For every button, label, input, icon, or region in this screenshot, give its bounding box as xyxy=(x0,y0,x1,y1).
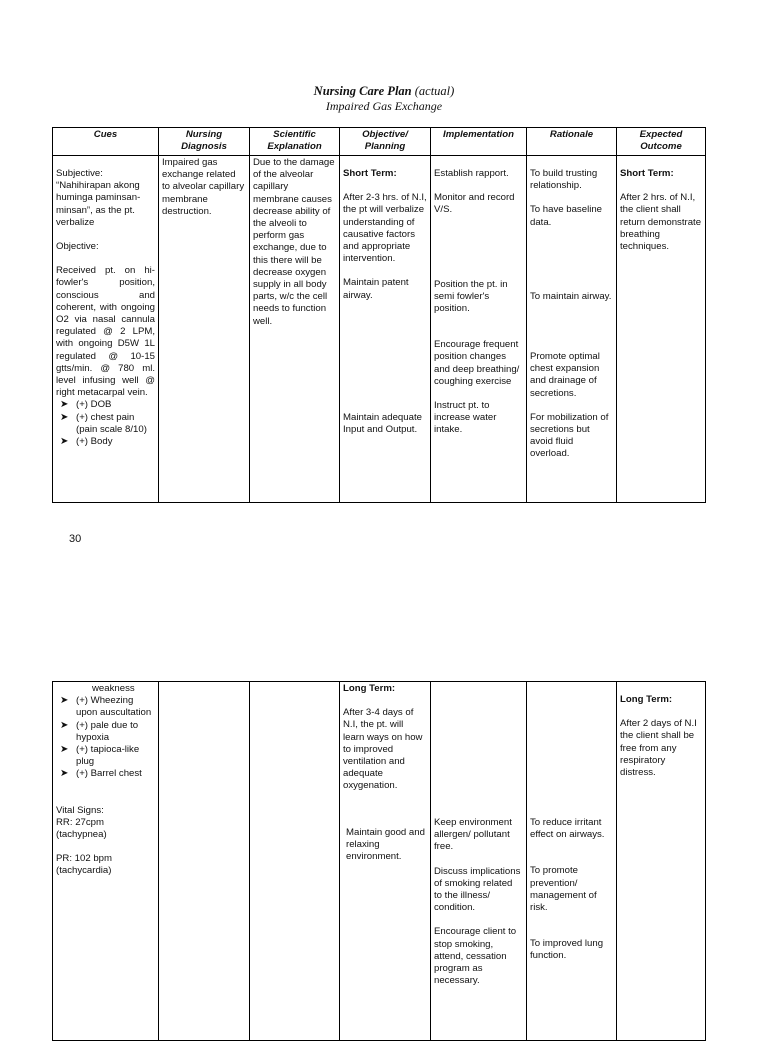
implementation-cell xyxy=(431,156,527,503)
long-term-label: Long Term: xyxy=(343,683,396,694)
list-item: ➤ (+) tapioca-like plug xyxy=(60,744,140,768)
outcome-long-term-text: After 2 days of N.I the client shall be free from any respiratory distress. xyxy=(620,718,697,779)
rationale-cell xyxy=(527,156,617,503)
rationale-item: To improved lung function. xyxy=(530,938,604,962)
header-row xyxy=(53,128,706,156)
document-title-block xyxy=(0,84,768,113)
subjective-label: Subjective: xyxy=(56,168,103,179)
list-item: ➤ (+) Barrel chest xyxy=(60,768,142,780)
explanation-cell xyxy=(250,156,340,503)
objective-item: Maintain good and relaxing environment. xyxy=(346,826,425,863)
subjective-text: “Nahihirapan akong huminga paminsan-minsan”, as the pt. verbalize xyxy=(56,180,141,228)
implementation-item: Monitor and record V/S. xyxy=(434,192,515,216)
short-term-label: Short Term: xyxy=(343,168,397,179)
outcome-short-term-text: After 2 hrs. of N.I, the client shall return demonstrate breathing techniques. xyxy=(620,192,702,253)
care-plan-table-page1 xyxy=(52,127,706,503)
table-row xyxy=(53,682,706,1041)
rationale-item: To promote prevention/ management of risk. xyxy=(530,865,597,914)
long-term-objective: After 3-4 days of N.I, the pt. will learn ways on how to improved ventilation and adequate oxygenation. xyxy=(343,707,423,792)
implementation-item: Instruct pt. to increase water intake. xyxy=(434,400,497,436)
list-item: ➤ (+) Body xyxy=(60,436,113,448)
col-header-explanation: Scientific Explanation xyxy=(250,128,340,156)
objective-cell xyxy=(340,156,431,503)
objective-item: Maintain adequate Input and Output. xyxy=(343,411,422,436)
title-suffix: (actual) xyxy=(414,84,455,98)
cues-continuation: weakness xyxy=(92,683,135,694)
title-main: Nursing Care Plan xyxy=(313,84,412,98)
list-item: ➤ (+) Wheezing upon auscultation xyxy=(60,695,152,719)
diagnosis-text: Impaired gas exchange related to alveolar capillary membrane destruction. xyxy=(162,157,245,217)
diagnosis-cell xyxy=(159,156,250,503)
cues-cell xyxy=(53,156,159,503)
col-header-implementation: Implementation xyxy=(431,128,527,156)
implementation-item: Encourage client to stop smoking, attend, cessation program as necessary. xyxy=(434,926,517,987)
outcome-cell xyxy=(617,156,706,503)
rationale-item: To have baseline data. xyxy=(530,204,603,228)
diagnosis-cell xyxy=(159,682,250,1041)
objective-text: Received pt. on hi-fowler's position, conscious and coherent, with ongoing O2 via nasal cannula regulated @ 2 LPM, with ongoing D5W 1L regulated @ 10-15 gtts/min. @ 780 ml. level infusing well @ right metacarpal vein. xyxy=(56,265,155,399)
table-row xyxy=(53,156,706,503)
col-header-outcome: Expected Outcome xyxy=(617,128,706,156)
implementation-item: Establish rapport. xyxy=(434,168,509,179)
list-item: ➤ (+) chest pain (pain scale 8/10) xyxy=(60,411,147,435)
rationale-cell xyxy=(527,682,617,1041)
implementation-item: Position the pt. in semi fowler's position. xyxy=(434,278,508,315)
rationale-item: To reduce irritant effect on airways. xyxy=(530,817,605,841)
outcome-cell xyxy=(617,682,706,1041)
implementation-item: Encourage frequent position changes and deep breathing/ coughing exercise xyxy=(434,339,520,387)
explanation-text: Due to the damage of the alveolar capillary membrane causes decrease ability of the alveoli to perform gas exchange, due to this there will be decrease oxygen supply in all body parts, w/c the cell needs to function well. xyxy=(253,157,335,327)
explanation-cell xyxy=(250,682,340,1041)
short-term-objective: After 2-3 hrs. of N.I, the pt will verbalize understanding of causative factors and appropriate intervention. xyxy=(343,192,427,265)
arrow-bullet-icon: ➤ xyxy=(60,695,69,707)
arrow-bullet-icon: ➤ xyxy=(60,436,69,448)
col-header-cues: Cues xyxy=(53,128,159,156)
cues-bullet-list xyxy=(56,695,155,780)
page-title xyxy=(0,84,768,99)
list-item: ➤ (+) pale due to hypoxia xyxy=(60,719,139,743)
rationale-item: For mobilization of secretions but avoid fluid overload. xyxy=(530,411,609,460)
vital-rr: RR: 27cpm (tachypnea) xyxy=(56,816,107,841)
arrow-bullet-icon: ➤ xyxy=(60,719,69,731)
outcome-long-term-label: Long Term: xyxy=(620,694,673,705)
page-number: 30 xyxy=(69,533,82,545)
objective-cell xyxy=(340,682,431,1041)
arrow-bullet-icon: ➤ xyxy=(60,768,69,780)
outcome-short-term-label: Short Term: xyxy=(620,168,674,179)
page-subtitle: Impaired Gas Exchange xyxy=(325,99,443,113)
rationale-item: To build trusting relationship. xyxy=(530,168,598,192)
col-header-rationale: Rationale xyxy=(527,128,617,156)
arrow-bullet-icon: ➤ xyxy=(60,744,69,756)
arrow-bullet-icon: ➤ xyxy=(60,411,69,423)
care-plan-table-page2 xyxy=(52,681,706,1041)
rationale-item: Promote optimal chest expansion and drainage of secretions. xyxy=(530,351,600,399)
vital-signs-label: Vital Signs: xyxy=(56,804,104,816)
arrow-bullet-icon: ➤ xyxy=(60,399,69,411)
rationale-item: To maintain airway. xyxy=(530,290,612,302)
implementation-cell xyxy=(431,682,527,1041)
objective-label: Objective: xyxy=(56,241,99,253)
col-header-objective: Objective/ Planning xyxy=(340,128,431,156)
implementation-item: Discuss implications of smoking related to the illness/ condition. xyxy=(434,865,521,914)
list-item: ➤ (+) DOB xyxy=(60,399,112,411)
objective-item: Maintain patent airway. xyxy=(343,277,409,301)
vital-pr: PR: 102 bpm (tachycardia) xyxy=(56,853,112,877)
cues-cell xyxy=(53,682,159,1041)
col-header-diagnosis: Nursing Diagnosis xyxy=(159,128,250,156)
cues-bullet-list xyxy=(56,399,155,448)
implementation-item: Keep environment allergen/ pollutant free. xyxy=(434,817,512,853)
